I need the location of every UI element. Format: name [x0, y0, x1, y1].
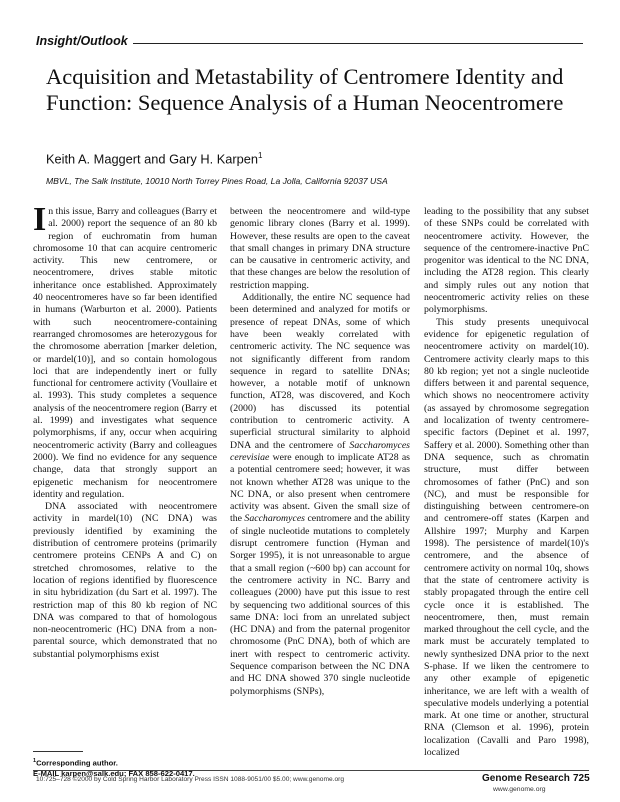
text-column-1	[33, 201, 217, 661]
paragraph-text: centromere and the ability of single nucleotide mutations to completely disrupt centromere function (Hyman and Sorger 1995), it is not unreasonable to argue that a small region (~600 bp) can account for the centromere activity in NC. Barry and colleagues (2000) have put this issue to rest by sequencing two additional sources of this same DNA: loci from an unrelated subject (HC DNA) and from the paternal progenitor chromosome (PnC DNA), both of which are inert with respect to centromeric activity. Sequence comparison between the NC DNA and HC DNA showed 370 single nucleotide polymorphisms (SNPs),	[230, 513, 411, 697]
paragraph-text: n this issue, Barry and colleagues (Barry et al. 2000) report the sequence of an 80 kb region of euchromatin from human chromosome 10 that can acquire centromeric activity. This new centromere, or neocentromere, drives stable mitotic inheritance once established. Approximately 40 neocentromeres have so far been identified in humans (Warburton et al. 2000). Patients with such neocentromere-containing rearranged chromosomes are heterozygous for the chromosome aberration [marker deletion, or mardel(10)], and so contain homologous loci that are independently inert or fully functional for centromere activity (Voullaire et al. 1993). This study completes a sequence analysis of the neocentromere region (Barry et al. 1999) and investigates what sequence polymorphisms, if any, occur when acquiring neocentromeric activity (Barry and colleagues 2000). We find no evidence for any sequence change, data that strongly support an epigenetic mechanism for neocentromere identity and regulation.	[33, 206, 217, 500]
section-label: Insight/Outlook	[36, 34, 128, 48]
contact-info: E-MAIL karpen@salk.edu; FAX 858-622-0417.	[33, 768, 195, 778]
journal-url: www.genome.org	[493, 786, 546, 793]
text-column-2	[230, 206, 410, 698]
species-name: Saccharomyces cerevisiae	[230, 439, 410, 463]
author-line	[46, 151, 262, 166]
citation-line: 10:725–728 ©2000 by Cold Spring Harbor Laboratory Press ISSN 1088-9051/00 $5.00; www.genome.org	[36, 776, 344, 783]
paragraph	[230, 292, 410, 698]
paragraph: leading to the possibility that any subset of these SNPs could be correlated with neocentromere activity. However, the sequence of the centromere-inactive PnC progenitor was identical to the NC DNA, including the AT28 region. This clearly and simply rules out any notion that neocentromeric activity relies on these polymorphisms.	[424, 206, 589, 316]
species-name: Saccharomyces	[244, 513, 305, 525]
footnote-marker: 1	[33, 758, 37, 764]
article-title: Acquisition and Metastability of Centromere Identity and Function: Sequence Analysis of a Human Neocentromere	[46, 64, 564, 115]
footer-rule	[33, 770, 589, 771]
corresponding-author-note	[33, 756, 195, 769]
paragraph: between the neocentromere and wild-type genomic library clones (Barry et al. 1999). However, these results are open to the caveat that small changes in primary DNA structure can be causative in centromeric activity, and that these changes are below the resolution of restriction mapping.	[230, 206, 410, 291]
affiliation: MBVL, The Salk Institute, 10010 North Torrey Pines Road, La Jolla, California 92037 USA	[46, 176, 388, 186]
paragraph-text: were enough to implicate AT28 as a potential centromere seed; however, it was not known whether AT28 was unique to the NC DNA, or also present when centromere activity was absent. Given the small size of the	[230, 451, 410, 525]
text-column-3	[424, 206, 589, 759]
drop-cap: I	[33, 201, 47, 238]
footnote-rule	[33, 751, 83, 752]
paragraph	[33, 201, 217, 501]
paragraph: This study presents unequivocal evidence for epigenetic regulation of neocentromere activity on mardel(10). Centromere activity clearly maps to this 80 kb region; yet not a single nucleotide differs between it and parental sequence, which shows no neocentromere activity (as assayed by chromosome segregation and localization of twenty centromere-specific factors (Depinet et al. 1997, Saffery et al. 2000). Something other than DNA sequence, such as chromatin structure, must differ between chromosomes of father (PnC) and son (NC), and must be responsible for distinguishing between centromere-on and centromere-off states (Karpen and Allshire 1997; Murphy and Karpen 1998). The persistence of mardel(10)'s centromere, and the absence of centromere activity on normal 10q, shows that the state of centromere activity is stably propagated through the entire cell cycle once it is established. The neocentromere, then, must remain marked throughout the cell cycle, and the mark must be accurately templated to newly synthesized DNA prior to the next S-phase. If we liken the centromere to any other example of epigenetic inheritance, we are left with a wealth of speculative models underlying a potential mark. At one time or another, structural RNA (Clemson et al. 1996), protein localization (Cavalli and Paro 1998), localized	[424, 316, 589, 759]
author-names: Keith A. Maggert and Gary H. Karpen	[46, 151, 258, 167]
page-number: 725	[573, 773, 590, 784]
journal-name: Genome Research	[482, 773, 570, 784]
footnote-text: Corresponding author.	[36, 758, 118, 768]
paragraph: DNA associated with neocentromere activity in mardel(10) (NC DNA) was previously identified by examining the distribution of centromere proteins (primarily centromere proteins CENPs A and C) on stretched chromosomes, relative to the location of regions identified by fluorescence in situ hybridization (du Sart et al. 1997). The restriction map of this 80 kb region of NC DNA was compared to that of homologous non-neocentromeric (HC) DNA from a non-parental source, which demonstrated that no substantial polymorphisms exist	[33, 501, 217, 660]
header-rule	[133, 43, 583, 44]
paragraph-text: Additionally, the entire NC sequence had been determined and analyzed for motifs or presence of repeat DNAs, some of which have been weakly correlated with centromeric activity. The NC sequence was not significantly different from random sequence in regard to satellite DNAs; however, a notable motif of unknown function, AT28, was discovered, and Koch (2000) has discussed its potential contribution to centromeric activity. A superficial structural similarity to alphoid DNA and the centromere of	[230, 292, 410, 451]
author-footnote-marker: 1	[257, 151, 263, 160]
